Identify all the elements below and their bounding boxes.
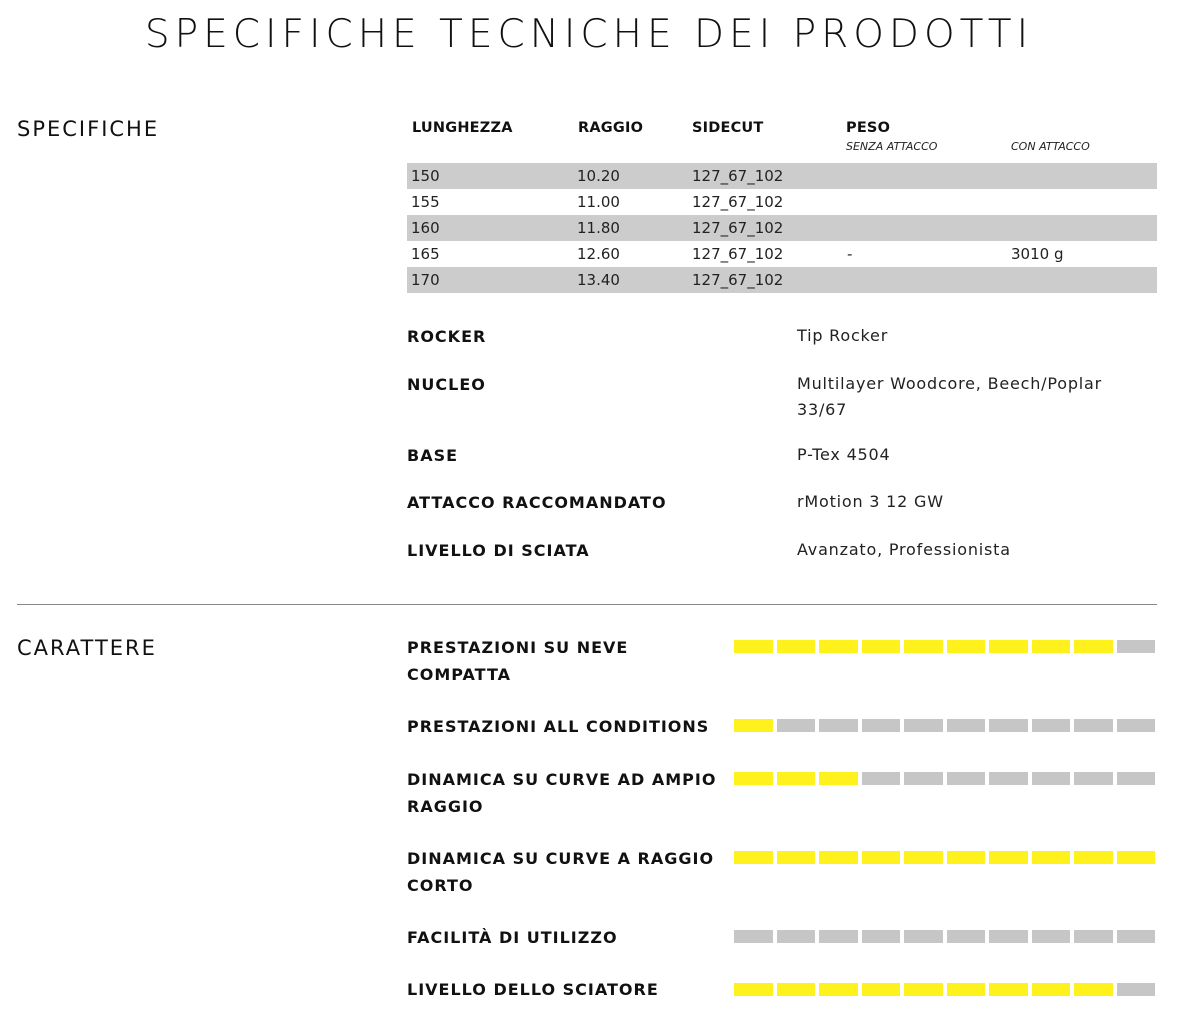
cell-weight-with: 3010 g bbox=[1011, 245, 1064, 263]
rating-segment-filled bbox=[734, 851, 773, 864]
cell-length: 155 bbox=[411, 193, 440, 211]
cell-length: 165 bbox=[411, 245, 440, 263]
rating-segment-empty bbox=[1117, 983, 1156, 996]
column-header-length: LUNGHEZZA bbox=[412, 120, 513, 136]
rating-segment-filled bbox=[989, 851, 1028, 864]
detail-label-rocker: ROCKER bbox=[407, 327, 487, 346]
rating-segment-filled bbox=[777, 983, 816, 996]
detail-value-binding: rMotion 3 12 GW bbox=[797, 492, 944, 511]
rating-bar bbox=[734, 640, 1155, 653]
rating-segment-filled bbox=[819, 772, 858, 785]
rating-segment-filled bbox=[1032, 983, 1071, 996]
rating-segment-filled bbox=[862, 640, 901, 653]
column-subheader-weight-without: SENZA ATTACCO bbox=[846, 140, 938, 153]
rating-segment-empty bbox=[989, 772, 1028, 785]
rating-segment-empty bbox=[819, 719, 858, 732]
rating-segment-empty bbox=[1074, 930, 1113, 943]
cell-sidecut: 127_67_102 bbox=[692, 193, 784, 211]
cell-length: 160 bbox=[411, 219, 440, 237]
rating-segment-empty bbox=[904, 930, 943, 943]
rating-segment-filled bbox=[734, 640, 773, 653]
section-heading-character: CARATTERE bbox=[17, 636, 157, 660]
rating-segment-filled bbox=[777, 640, 816, 653]
cell-sidecut: 127_67_102 bbox=[692, 167, 784, 185]
table-row bbox=[407, 189, 1157, 215]
rating-segment-filled bbox=[777, 851, 816, 864]
rating-segment-empty bbox=[1117, 930, 1156, 943]
rating-segment-filled bbox=[1032, 640, 1071, 653]
rating-segment-empty bbox=[1074, 772, 1113, 785]
rating-segment-empty bbox=[947, 719, 986, 732]
cell-radius: 11.80 bbox=[577, 219, 620, 237]
column-subheader-weight-with: CON ATTACCO bbox=[1011, 140, 1090, 153]
rating-label: PRESTAZIONI SU NEVE COMPATTA bbox=[407, 638, 629, 684]
rating-label: DINAMICA SU CURVE AD AMPIO RAGGIO bbox=[407, 770, 717, 816]
rating-segment-filled bbox=[1117, 851, 1156, 864]
rating-segment-filled bbox=[1032, 851, 1071, 864]
rating-segment-filled bbox=[904, 640, 943, 653]
rating-segment-empty bbox=[1032, 772, 1071, 785]
rating-segment-empty bbox=[1117, 772, 1156, 785]
rating-label: PRESTAZIONI ALL CONDITIONS bbox=[407, 717, 710, 736]
rating-segment-empty bbox=[862, 719, 901, 732]
rating-segment-filled bbox=[777, 772, 816, 785]
column-header-weight: PESO bbox=[846, 120, 891, 136]
rating-segment-filled bbox=[734, 719, 773, 732]
section-heading-specs: SPECIFICHE bbox=[17, 117, 160, 141]
rating-segment-empty bbox=[777, 719, 816, 732]
rating-label: FACILITÀ DI UTILIZZO bbox=[407, 928, 618, 947]
rating-bar bbox=[734, 930, 1155, 943]
table-row bbox=[407, 163, 1157, 189]
section-divider bbox=[17, 604, 1157, 605]
rating-segment-filled bbox=[989, 983, 1028, 996]
cell-length: 150 bbox=[411, 167, 440, 185]
rating-segment-filled bbox=[1074, 983, 1113, 996]
detail-value-level: Avanzato, Professionista bbox=[797, 540, 1011, 559]
cell-sidecut: 127_67_102 bbox=[692, 271, 784, 289]
column-header-sidecut: SIDECUT bbox=[692, 120, 764, 136]
rating-segment-filled bbox=[1074, 851, 1113, 864]
detail-label-base: BASE bbox=[407, 446, 459, 465]
cell-sidecut: 127_67_102 bbox=[692, 219, 784, 237]
cell-radius: 11.00 bbox=[577, 193, 620, 211]
detail-label-core: NUCLEO bbox=[407, 375, 486, 394]
detail-label-level: LIVELLO DI SCIATA bbox=[407, 541, 590, 560]
table-row bbox=[407, 215, 1157, 241]
rating-segment-empty bbox=[904, 719, 943, 732]
rating-segment-filled bbox=[947, 640, 986, 653]
detail-value-core: Multilayer Woodcore, Beech/Poplar 33/67 bbox=[797, 374, 1103, 419]
rating-segment-empty bbox=[947, 772, 986, 785]
table-row bbox=[407, 241, 1157, 267]
rating-segment-filled bbox=[819, 983, 858, 996]
cell-length: 170 bbox=[411, 271, 440, 289]
rating-segment-empty bbox=[862, 772, 901, 785]
cell-radius: 10.20 bbox=[577, 167, 620, 185]
rating-segment-filled bbox=[819, 851, 858, 864]
rating-segment-filled bbox=[947, 851, 986, 864]
rating-segment-filled bbox=[947, 983, 986, 996]
rating-segment-empty bbox=[1032, 930, 1071, 943]
rating-segment-empty bbox=[989, 719, 1028, 732]
cell-weight-without: - bbox=[847, 245, 853, 263]
rating-label: DINAMICA SU CURVE A RAGGIO CORTO bbox=[407, 849, 715, 895]
rating-segment-filled bbox=[734, 772, 773, 785]
rating-segment-empty bbox=[819, 930, 858, 943]
rating-segment-empty bbox=[904, 772, 943, 785]
rating-bar bbox=[734, 772, 1155, 785]
detail-value-rocker: Tip Rocker bbox=[797, 326, 889, 345]
rating-label: LIVELLO DELLO SCIATORE bbox=[407, 980, 659, 999]
rating-segment-filled bbox=[904, 983, 943, 996]
rating-segment-filled bbox=[904, 851, 943, 864]
rating-segment-filled bbox=[862, 983, 901, 996]
rating-segment-filled bbox=[989, 640, 1028, 653]
rating-bar bbox=[734, 719, 1155, 732]
cell-sidecut: 127_67_102 bbox=[692, 245, 784, 263]
rating-segment-empty bbox=[1032, 719, 1071, 732]
rating-segment-filled bbox=[819, 640, 858, 653]
rating-segment-empty bbox=[1117, 719, 1156, 732]
column-header-radius: RAGGIO bbox=[578, 120, 644, 136]
detail-label-binding: ATTACCO RACCOMANDATO bbox=[407, 493, 667, 512]
cell-radius: 12.60 bbox=[577, 245, 620, 263]
rating-segment-empty bbox=[1074, 719, 1113, 732]
detail-value-base: P-Tex 4504 bbox=[797, 445, 891, 464]
rating-segment-empty bbox=[777, 930, 816, 943]
rating-segment-filled bbox=[862, 851, 901, 864]
rating-segment-empty bbox=[989, 930, 1028, 943]
rating-segment-empty bbox=[734, 930, 773, 943]
page-title: SPECIFICHE TECNICHE DEI PRODOTTI bbox=[144, 12, 1034, 57]
rating-segment-empty bbox=[1117, 640, 1156, 653]
rating-segment-filled bbox=[1074, 640, 1113, 653]
table-row bbox=[407, 267, 1157, 293]
rating-bar bbox=[734, 983, 1155, 996]
rating-segment-empty bbox=[862, 930, 901, 943]
rating-segment-filled bbox=[734, 983, 773, 996]
cell-radius: 13.40 bbox=[577, 271, 620, 289]
rating-bar bbox=[734, 851, 1155, 864]
rating-segment-empty bbox=[947, 930, 986, 943]
